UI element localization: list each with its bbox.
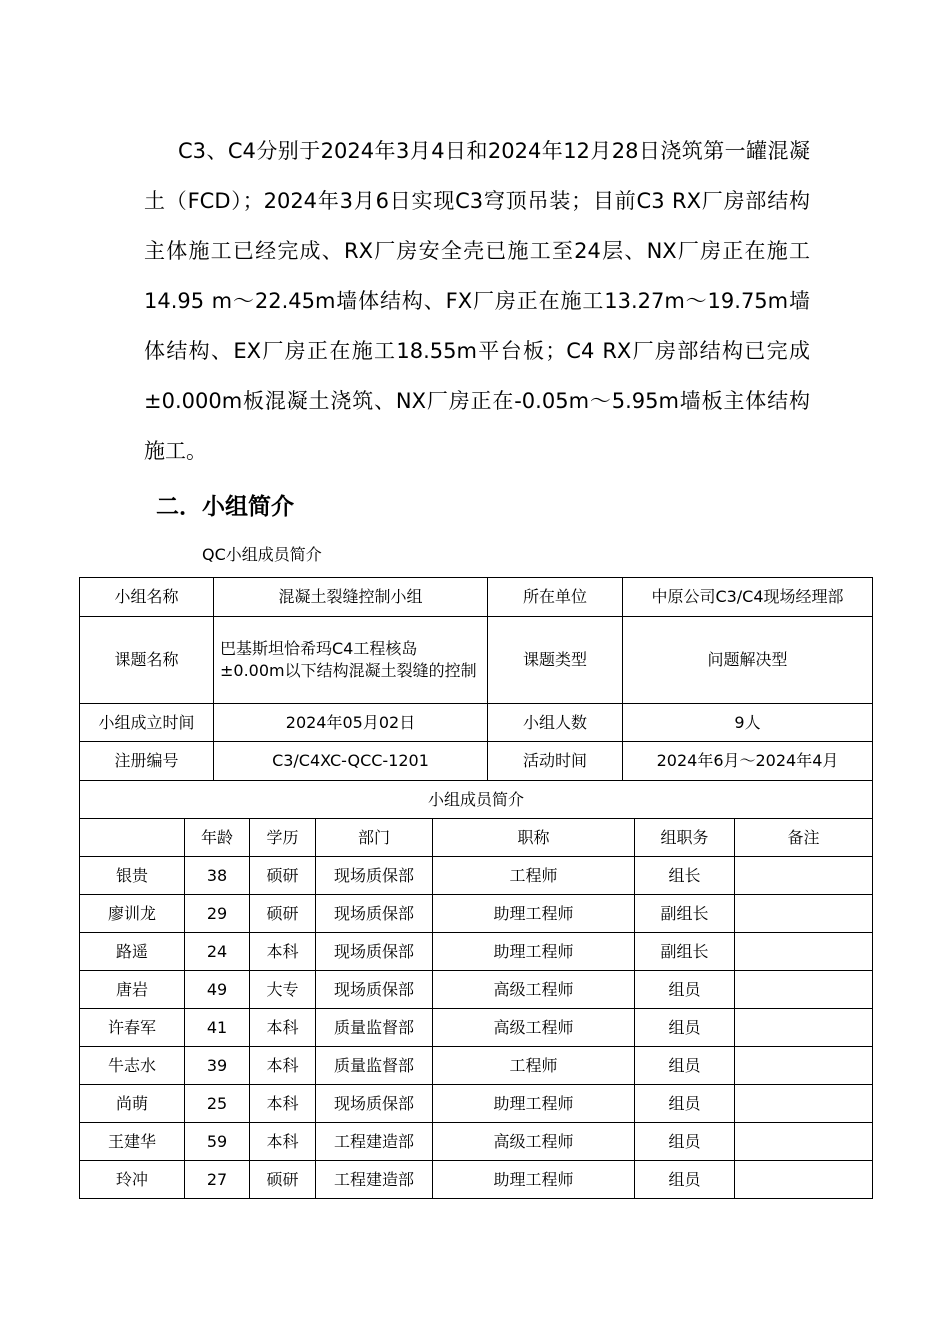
- member-role: 副组长: [635, 895, 735, 933]
- member-title: 助理工程师: [433, 1161, 635, 1199]
- topic-value: 巴基斯坦恰希玛C4工程核岛±0.00m以下结构混凝土裂缝的控制: [214, 617, 488, 704]
- member-department: 质量监督部: [316, 1047, 433, 1085]
- member-education: 本科: [250, 1009, 316, 1047]
- member-age: 39: [185, 1047, 250, 1085]
- member-role: 组长: [635, 857, 735, 895]
- table-row: [80, 1123, 873, 1161]
- member-role: 组员: [635, 1009, 735, 1047]
- info-row: [80, 617, 873, 704]
- member-age: 27: [185, 1161, 250, 1199]
- table-row: [80, 1161, 873, 1199]
- info-row: [80, 704, 873, 742]
- member-title: 助理工程师: [433, 895, 635, 933]
- member-department: 质量监督部: [316, 1009, 433, 1047]
- members-header-cell: 年龄: [185, 819, 250, 857]
- members-title: 小组成员简介: [80, 781, 873, 819]
- member-education: 大专: [250, 971, 316, 1009]
- members-header-cell: [80, 819, 185, 857]
- member-name: 路遥: [80, 933, 185, 971]
- member-education: 本科: [250, 1123, 316, 1161]
- members-header-cell: 组职务: [635, 819, 735, 857]
- info-row: [80, 578, 873, 617]
- member-age: 25: [185, 1085, 250, 1123]
- member-title: 高级工程师: [433, 1123, 635, 1161]
- member-age: 49: [185, 971, 250, 1009]
- member-name: 银贵: [80, 857, 185, 895]
- member-age: 41: [185, 1009, 250, 1047]
- member-note: [735, 895, 873, 933]
- member-department: 现场质保部: [316, 857, 433, 895]
- table-row: [80, 1047, 873, 1085]
- member-education: 本科: [250, 1085, 316, 1123]
- member-note: [735, 1123, 873, 1161]
- member-role: 组员: [635, 1085, 735, 1123]
- member-title: 工程师: [433, 857, 635, 895]
- member-name: 唐岩: [80, 971, 185, 1009]
- members-header-cell: 部门: [316, 819, 433, 857]
- unit-value: 中原公司C3/C4现场经理部: [623, 578, 873, 617]
- member-age: 24: [185, 933, 250, 971]
- founded-label: 小组成立时间: [80, 704, 214, 742]
- member-note: [735, 1009, 873, 1047]
- member-age: 59: [185, 1123, 250, 1161]
- members-header-row: [80, 819, 873, 857]
- member-department: 现场质保部: [316, 895, 433, 933]
- member-education: 硕研: [250, 895, 316, 933]
- member-title: 助理工程师: [433, 1085, 635, 1123]
- table-row: [80, 933, 873, 971]
- member-role: 副组长: [635, 933, 735, 971]
- member-note: [735, 933, 873, 971]
- group-name-value: 混凝土裂缝控制小组: [214, 578, 488, 617]
- reg-value: C3/C4XC-QCC-1201: [214, 742, 488, 781]
- member-department: 现场质保部: [316, 971, 433, 1009]
- group-info-table: [79, 577, 873, 781]
- member-note: [735, 857, 873, 895]
- member-title: 工程师: [433, 1047, 635, 1085]
- member-name: 尚萌: [80, 1085, 185, 1123]
- member-name: 廖训龙: [80, 895, 185, 933]
- member-role: 组员: [635, 1161, 735, 1199]
- member-education: 本科: [250, 933, 316, 971]
- size-label: 小组人数: [488, 704, 623, 742]
- member-department: 工程建造部: [316, 1161, 433, 1199]
- member-note: [735, 971, 873, 1009]
- member-education: 硕研: [250, 857, 316, 895]
- topic-type-label: 课题类型: [488, 617, 623, 704]
- founded-value: 2024年05月02日: [214, 704, 488, 742]
- member-education: 硕研: [250, 1161, 316, 1199]
- member-name: 牛志水: [80, 1047, 185, 1085]
- members-header-cell: 学历: [250, 819, 316, 857]
- member-department: 工程建造部: [316, 1123, 433, 1161]
- members-header-cell: 备注: [735, 819, 873, 857]
- topic-type-value: 问题解决型: [623, 617, 873, 704]
- member-role: 组员: [635, 1123, 735, 1161]
- member-note: [735, 1085, 873, 1123]
- member-title: 高级工程师: [433, 1009, 635, 1047]
- table-row: [80, 1009, 873, 1047]
- activity-value: 2024年6月～2024年4月: [623, 742, 873, 781]
- member-name: 玲冲: [80, 1161, 185, 1199]
- member-name: 王建华: [80, 1123, 185, 1161]
- member-role: 组员: [635, 971, 735, 1009]
- member-department: 现场质保部: [316, 933, 433, 971]
- member-education: 本科: [250, 1047, 316, 1085]
- member-note: [735, 1161, 873, 1199]
- member-title: 高级工程师: [433, 971, 635, 1009]
- member-age: 29: [185, 895, 250, 933]
- member-age: 38: [185, 857, 250, 895]
- table-row: [80, 895, 873, 933]
- member-title: 助理工程师: [433, 933, 635, 971]
- size-value: 9人: [623, 704, 873, 742]
- intro-paragraph: C3、C4分别于2024年3月4日和2024年12月28日浇筑第一罐混凝土（FCD）；2024年3月6日实现C3穹顶吊装；目前C3 RX厂房部结构主体施工已经完成、RX厂房安全壳已施工至24层、NX厂房正在施工14.95 m～22.45m墙体结构、FX厂房正在施工13.27m～19.75m墙体结构、EX厂房正在施工18.55m平台板；C4 RX厂房部结构已完成±0.000m板混凝土浇筑、NX厂房正在-0.05m～5.95m墙板主体结构施工。: [144, 139, 810, 463]
- member-department: 现场质保部: [316, 1085, 433, 1123]
- group-name-label: 小组名称: [80, 578, 214, 617]
- section-heading: 二．小组简介: [156, 494, 294, 520]
- reg-label: 注册编号: [80, 742, 214, 781]
- activity-label: 活动时间: [488, 742, 623, 781]
- members-header-cell: 职称: [433, 819, 635, 857]
- table-row: [80, 971, 873, 1009]
- info-row: [80, 742, 873, 781]
- table-row: [80, 1085, 873, 1123]
- unit-label: 所在单位: [488, 578, 623, 617]
- member-name: 许春军: [80, 1009, 185, 1047]
- table-caption: QC小组成员简介: [202, 545, 322, 564]
- member-note: [735, 1047, 873, 1085]
- members-table: [79, 780, 873, 1199]
- table-row: [80, 857, 873, 895]
- topic-label: 课题名称: [80, 617, 214, 704]
- members-title-row: [80, 781, 873, 819]
- member-role: 组员: [635, 1047, 735, 1085]
